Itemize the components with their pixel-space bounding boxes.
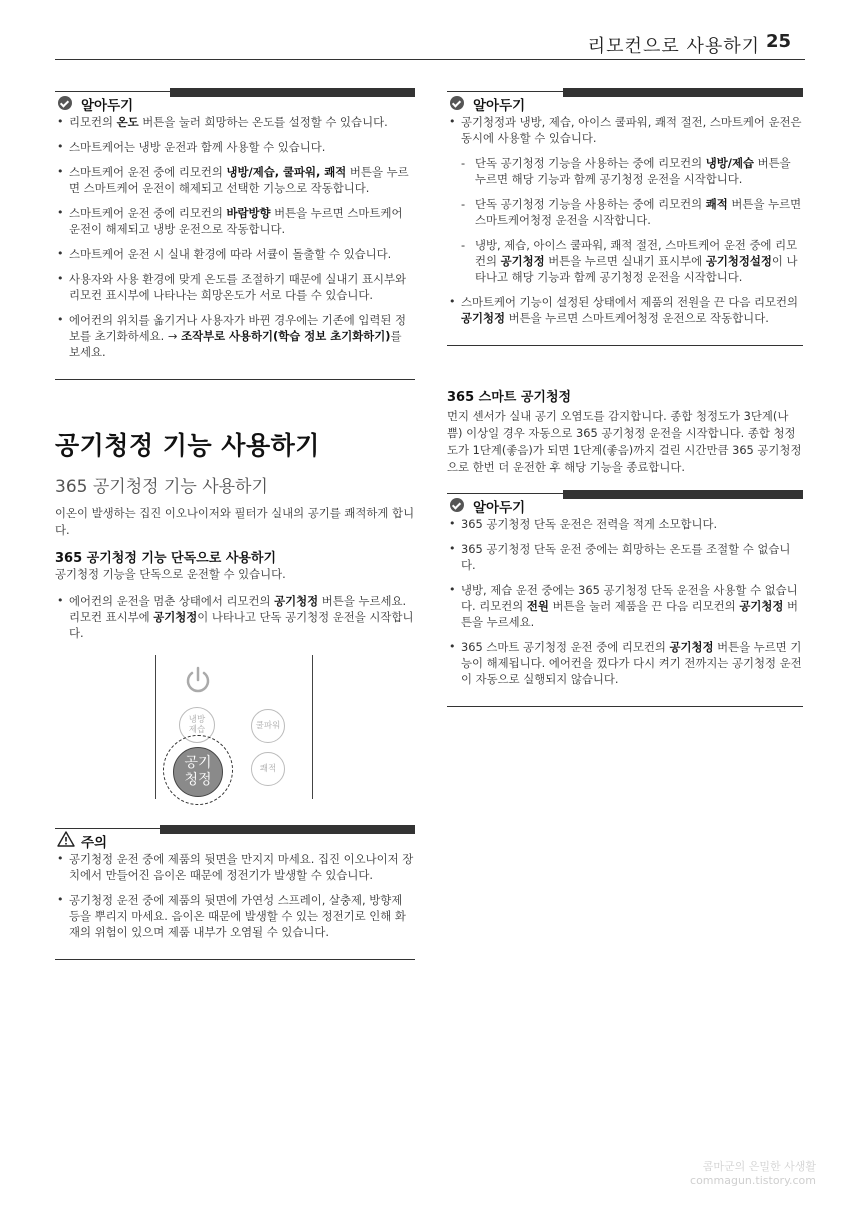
note-list xyxy=(447,516,803,687)
list-item xyxy=(447,541,803,573)
emphasis-text: 공기청정 xyxy=(461,311,506,325)
caution-label: 주의 xyxy=(81,831,115,851)
note-label: 알아두기 xyxy=(473,496,533,516)
watermark-line1: 콤마군의 은밀한 사생활 xyxy=(702,1160,816,1173)
cool-dry-button[interactable]: 냉방 제습 xyxy=(179,707,215,743)
list-item xyxy=(55,851,415,883)
caution-list xyxy=(55,851,415,940)
note-sublist xyxy=(447,155,803,285)
note-rule-thick xyxy=(563,88,803,97)
emphasis-text: 조작부로 사용하기(학습 정보 초기화하기) xyxy=(181,329,391,343)
note-label: 알아두기 xyxy=(473,94,533,114)
item-text: 버튼을 누르세요. 리모컨 표시부에 xyxy=(69,594,407,624)
item-text: 사용자와 사용 환경에 맞게 온도를 조절하기 때문에 실내기 표시부와 리모컨 표시부에 나타나는 희망온도가 서로 다를 수 있습니다. xyxy=(69,272,407,302)
caution-rule-thick xyxy=(160,825,415,834)
section-subtitle: 365 공기청정 기능 사용하기 xyxy=(55,477,268,497)
note-box-right xyxy=(447,88,803,346)
list-item xyxy=(447,155,803,187)
list-item xyxy=(55,312,415,360)
list-item xyxy=(55,892,415,940)
item-text: 버튼을 눌러 제품을 끈 다음 리모컨의 xyxy=(548,599,740,613)
list-item xyxy=(55,164,415,196)
list-item xyxy=(55,246,415,262)
note-label: 알아두기 xyxy=(81,94,141,114)
coolpower-button[interactable]: 쿨파워 xyxy=(251,709,285,743)
note-box-right-2 xyxy=(447,490,803,707)
air-clean-button[interactable]: 공기 청정 xyxy=(173,747,223,797)
page-number: 25 xyxy=(765,31,791,52)
remote-edge xyxy=(312,655,313,799)
list-item xyxy=(447,114,803,146)
emphasis-text: 전원 xyxy=(526,599,549,613)
item-text: 단독 공기청정 기능을 사용하는 중에 리모컨의 xyxy=(475,156,706,170)
note-list xyxy=(55,114,415,360)
smart-air-clean-desc: 먼지 센서가 실내 공기 오염도를 감지합니다. 종합 청정도가 3단계(나쁨) 이상일 경우 자동으로 365 공기청정 운전을 시작합니다. 종합 청정도가 1단계(좋음)가 되면 1단계(좋음)까지 걸린 시간만큼 365 공기청정으로 한번 더 운전한 후 해당 기능을 종료합니다. xyxy=(447,409,802,474)
list-item xyxy=(55,593,415,641)
emphasis-text: 공기청정 xyxy=(500,254,545,268)
item-text: 버튼을 눌러 희망하는 온도를 설정할 수 있습니다. xyxy=(138,115,388,129)
list-item xyxy=(447,237,803,285)
instruction-list xyxy=(55,593,415,641)
item-text: 스마트케어 운전 중에 리모컨의 xyxy=(69,165,227,179)
page-header xyxy=(55,30,805,60)
item-text: 365 스마트 공기청정 운전 중에 리모컨의 xyxy=(461,640,670,654)
item-text: 버튼을 누르면 스마트케어 운전이 해제되고 선택한 기능으로 작동합니다. xyxy=(69,165,409,195)
item-text: 버튼을 누르면 해당 기능과 함께 공기청정 운전을 시작합니다. xyxy=(475,156,791,186)
smart-air-clean-section xyxy=(447,386,803,476)
item-text: 스마트케어 운전 시 실내 환경에 따라 서큘이 돌출할 수 있습니다. xyxy=(69,247,392,261)
item-text: 버튼을 누르면 스마트케어 운전이 해제되고 냉방 운전으로 작동합니다. xyxy=(69,206,403,236)
item-text: 에어컨의 운전을 멈춘 상태에서 리모컨의 xyxy=(69,594,275,608)
note-header xyxy=(55,88,415,114)
note-list xyxy=(447,114,803,146)
list-item xyxy=(447,582,803,630)
check-icon xyxy=(450,96,464,110)
list-item xyxy=(447,196,803,228)
item-text: 버튼을 누르면 기능이 해제됩니다. 에어컨을 껐다가 다시 켜기 전까지는 공기청정 운전이 자동으로 실행되지 않습니다. xyxy=(461,640,802,686)
emphasis-text: 공기청정 xyxy=(739,599,784,613)
note-list-2 xyxy=(447,294,803,326)
subsection-title: 365 공기청정 기능 단독으로 사용하기 xyxy=(55,551,277,566)
subsection-desc: 공기청정 기능을 단독으로 운전할 수 있습니다. xyxy=(55,567,286,581)
item-text: 공기청정과 냉방, 제습, 아이스 쿨파워, 쾌적 절전, 스마트케어 운전은 동시에 사용할 수 있습니다. xyxy=(461,115,802,145)
emphasis-text: 공기청정 xyxy=(153,610,198,624)
item-text: 를 보세요. xyxy=(69,329,402,359)
item-text: 365 공기청정 단독 운전 중에는 희망하는 온도를 조절할 수 없습니다. xyxy=(461,542,791,572)
list-item xyxy=(55,139,415,155)
remote-edge xyxy=(155,655,156,799)
watermark-line2: commagun.tistory.com xyxy=(690,1174,816,1187)
item-text: 이 나타나고 단독 공기청정 운전을 시작합니다. xyxy=(69,610,414,640)
power-icon xyxy=(183,665,213,697)
item-text: 단독 공기청정 기능을 사용하는 중에 리모컨의 xyxy=(475,197,706,211)
note-header xyxy=(447,88,803,114)
check-icon xyxy=(58,96,72,110)
item-text: 에어컨의 위치를 옮기거나 사용자가 바뀐 경우에는 기존에 입력된 정보를 초기화하세요. → xyxy=(69,313,407,343)
note-header xyxy=(447,490,803,516)
note-rule-thick xyxy=(563,490,803,499)
header-title: 리모컨으로 사용하기 xyxy=(587,36,760,57)
emphasis-text: 냉방/제습 xyxy=(705,156,754,170)
emphasis-text: 냉방/제습, 쿨파워, 쾌적 xyxy=(226,165,347,179)
item-text: 버튼을 누르면 스마트케어청정 운전을 시작합니다. xyxy=(475,197,802,227)
emphasis-text: 바람방향 xyxy=(226,206,271,220)
section-title: 공기청정 기능 사용하기 xyxy=(55,431,320,460)
list-item xyxy=(55,205,415,237)
section-intro: 이온이 발생하는 집진 이오나이저와 필터가 실내의 공기를 쾌적하게 합니다. xyxy=(55,506,415,537)
right-column xyxy=(447,88,803,707)
item-text: 버튼을 누르세요. xyxy=(461,599,798,629)
emphasis-text: 쾌적 xyxy=(705,197,728,211)
item-text: 공기청정 운전 중에 제품의 뒷면을 만지지 마세요. 집진 이오나이저 장치에서 만들어진 음이온 때문에 정전기가 발생할 수 있습니다. xyxy=(69,852,414,882)
list-item xyxy=(447,516,803,532)
list-item xyxy=(55,271,415,303)
item-text: 리모컨의 xyxy=(69,115,117,129)
list-item xyxy=(447,639,803,687)
item-text: 스마트케어 운전 중에 리모컨의 xyxy=(69,206,227,220)
comfort-button[interactable]: 쾌적 xyxy=(251,752,285,786)
note-box-left xyxy=(55,88,415,380)
remote-illustration xyxy=(155,655,313,799)
item-text: 스마트케어는 냉방 운전과 함께 사용할 수 있습니다. xyxy=(69,140,326,154)
item-text: 냉방, 제습, 아이스 쿨파워, 쾌적 절전, 스마트케어 운전 중에 리모컨의 xyxy=(475,238,798,268)
item-text: 스마트케어 기능이 설정된 상태에서 제품의 전원을 끈 다음 리모컨의 xyxy=(461,295,799,309)
emphasis-text: 공기청정설정 xyxy=(705,254,772,268)
item-text: 냉방, 제습 운전 중에는 365 공기청정 단독 운전을 사용할 수 없습니다. 리모컨의 xyxy=(461,583,798,613)
check-icon xyxy=(450,498,464,512)
item-text: 365 공기청정 단독 운전은 전력을 적게 소모합니다. xyxy=(461,517,718,531)
emphasis-text: 공기청정 xyxy=(274,594,319,608)
warning-icon xyxy=(57,831,75,847)
left-column xyxy=(55,88,415,960)
emphasis-text: 온도 xyxy=(116,115,139,129)
list-item xyxy=(55,114,415,130)
list-item xyxy=(447,294,803,326)
item-text: 공기청정 운전 중에 제품의 뒷면에 가연성 스프레이, 살충제, 방향제 등을 뿌리지 마세요. 음이온 때문에 발생할 수 있는 정전기로 인해 화재의 위험이 있으며 제품 내부가 오염될 수 있습니다. xyxy=(69,893,406,939)
emphasis-text: 공기청정 xyxy=(669,640,714,654)
smart-air-clean-title: 365 스마트 공기청정 xyxy=(447,390,572,405)
item-text: 버튼을 누르면 스마트케어청정 운전으로 작동합니다. xyxy=(505,311,769,325)
caution-box xyxy=(55,825,415,960)
item-text: 이 나타나고 해당 기능과 함께 공기청정 운전을 시작합니다. xyxy=(475,254,798,284)
note-rule-thick xyxy=(170,88,415,97)
item-text: 버튼을 누르면 실내기 표시부에 xyxy=(544,254,706,268)
caution-header xyxy=(55,825,415,851)
